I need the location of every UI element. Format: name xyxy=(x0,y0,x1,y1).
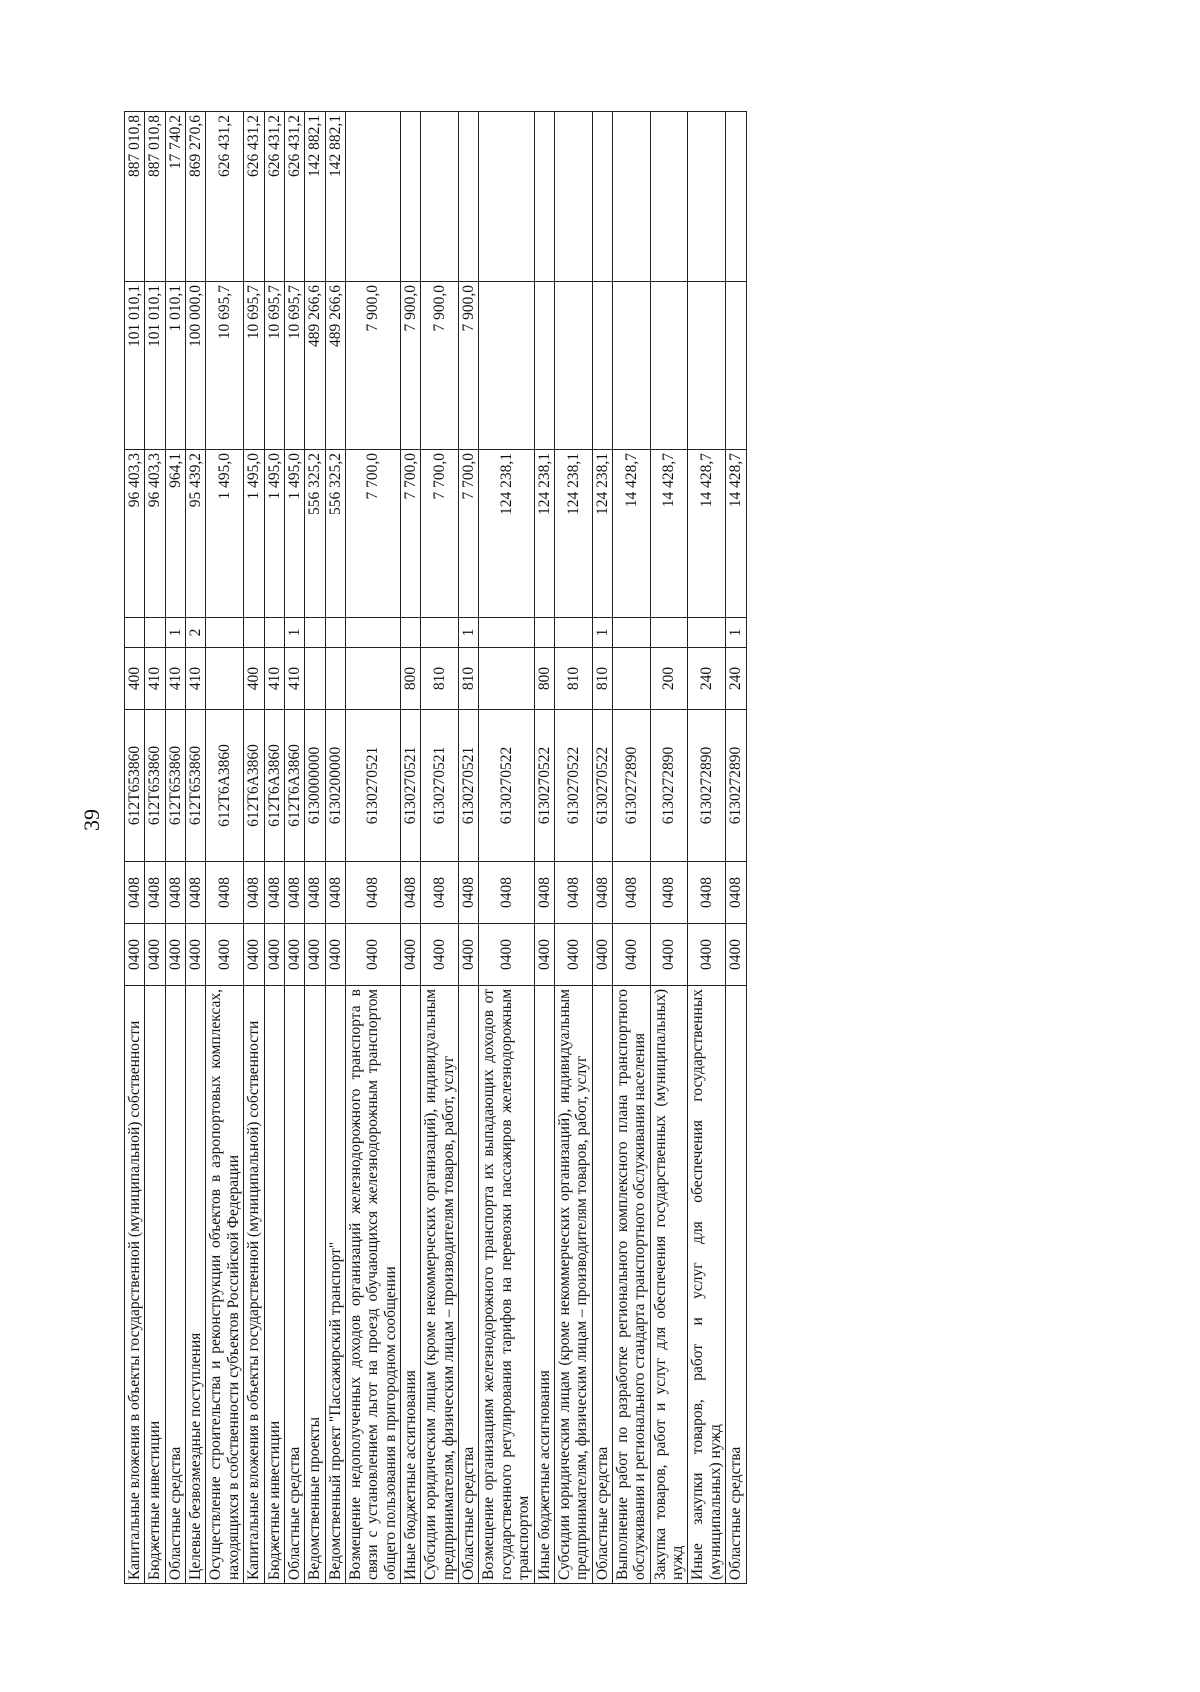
amount-year-1-cell: 7 700,0 xyxy=(401,450,421,618)
subsection-code-cell: 0408 xyxy=(401,862,421,924)
amount-year-1-cell: 1 495,0 xyxy=(264,450,284,618)
expense-type-cell xyxy=(612,648,650,710)
amount-year-1-cell: 95 439,2 xyxy=(186,450,206,618)
expense-type-cell: 800 xyxy=(401,648,421,710)
subsection-code-cell: 0408 xyxy=(479,862,534,924)
funding-mark-cell: 1 xyxy=(284,618,304,648)
target-article-cell: 6130272890 xyxy=(688,710,726,862)
amount-year-3-cell xyxy=(345,112,400,282)
expense-type-cell: 410 xyxy=(264,648,284,710)
expense-name-cell: Целевые безвозмездные поступления xyxy=(186,986,206,1584)
amount-year-2-cell: 489 266,6 xyxy=(325,282,345,450)
expense-type-cell xyxy=(206,648,244,710)
funding-mark-cell xyxy=(479,618,534,648)
amount-year-2-cell xyxy=(534,282,554,450)
subsection-code-cell: 0408 xyxy=(284,862,304,924)
target-article-cell: 612Т653860 xyxy=(125,710,145,862)
target-article-cell: 6130270522 xyxy=(479,710,534,862)
table-row xyxy=(244,112,264,1584)
target-article-cell: 6130270521 xyxy=(401,710,421,862)
target-article-cell: 612Т653860 xyxy=(165,710,185,862)
page-number: 39 xyxy=(79,809,104,831)
amount-year-1-cell: 1 495,0 xyxy=(284,450,304,618)
target-article-cell: 612Т6А3860 xyxy=(206,710,244,862)
expense-name-cell: Закупка товаров, работ и услуг для обеспечения государственных (муниципальных) нужд xyxy=(650,986,688,1584)
subsection-code-cell: 0408 xyxy=(421,862,459,924)
table-row xyxy=(165,112,185,1584)
amount-year-2-cell: 100 000,0 xyxy=(186,282,206,450)
expense-name-cell: Бюджетные инвестиции xyxy=(145,986,165,1584)
expense-name-cell: Областные средства xyxy=(459,986,479,1584)
amount-year-3-cell: 626 431,2 xyxy=(264,112,284,282)
table-row xyxy=(145,112,165,1584)
expense-type-cell: 240 xyxy=(688,648,726,710)
target-article-cell: 612Т6А3860 xyxy=(264,710,284,862)
amount-year-2-cell: 489 266,6 xyxy=(305,282,325,450)
expense-name-cell: Иные бюджетные ассигнования xyxy=(401,986,421,1584)
funding-mark-cell: 1 xyxy=(165,618,185,648)
amount-year-3-cell xyxy=(554,112,592,282)
section-code-cell: 0400 xyxy=(479,924,534,986)
subsection-code-cell: 0408 xyxy=(534,862,554,924)
table-row xyxy=(421,112,459,1584)
subsection-code-cell: 0408 xyxy=(186,862,206,924)
expense-type-cell: 810 xyxy=(592,648,612,710)
subsection-code-cell: 0408 xyxy=(554,862,592,924)
amount-year-2-cell xyxy=(650,282,688,450)
amount-year-1-cell: 1 495,0 xyxy=(244,450,264,618)
subsection-code-cell: 0408 xyxy=(726,862,746,924)
expense-name-cell: Ведомственные проекты xyxy=(305,986,325,1584)
funding-mark-cell xyxy=(145,618,165,648)
target-article-cell: 6130270521 xyxy=(459,710,479,862)
subsection-code-cell: 0408 xyxy=(165,862,185,924)
expense-type-cell: 810 xyxy=(421,648,459,710)
amount-year-3-cell: 142 882,1 xyxy=(325,112,345,282)
amount-year-1-cell: 14 428,7 xyxy=(650,450,688,618)
amount-year-3-cell xyxy=(459,112,479,282)
amount-year-3-cell: 626 431,2 xyxy=(206,112,244,282)
amount-year-1-cell: 124 238,1 xyxy=(592,450,612,618)
target-article-cell: 6130000000 xyxy=(305,710,325,862)
subsection-code-cell: 0408 xyxy=(459,862,479,924)
subsection-code-cell: 0408 xyxy=(145,862,165,924)
target-article-cell: 6130270522 xyxy=(534,710,554,862)
expense-name-cell: Областные средства xyxy=(165,986,185,1584)
amount-year-2-cell xyxy=(479,282,534,450)
subsection-code-cell: 0408 xyxy=(244,862,264,924)
table-body xyxy=(125,112,747,1584)
expense-name-cell: Возмещение недополученных доходов организаций железнодорожного транспорта в связи с установлением льгот на проезд обучающихся железнодорожным транспортом общего пользования в пригородном сообщении xyxy=(345,986,400,1584)
funding-mark-cell xyxy=(264,618,284,648)
amount-year-3-cell: 17 740,2 xyxy=(165,112,185,282)
section-code-cell: 0400 xyxy=(401,924,421,986)
table-row xyxy=(479,112,534,1584)
funding-mark-cell: 1 xyxy=(459,618,479,648)
subsection-code-cell: 0408 xyxy=(264,862,284,924)
section-code-cell: 0400 xyxy=(264,924,284,986)
target-article-cell: 6130270521 xyxy=(421,710,459,862)
amount-year-2-cell xyxy=(554,282,592,450)
amount-year-2-cell: 10 695,7 xyxy=(206,282,244,450)
expense-type-cell: 400 xyxy=(125,648,145,710)
amount-year-2-cell: 10 695,7 xyxy=(284,282,304,450)
funding-mark-cell xyxy=(421,618,459,648)
expense-type-cell: 410 xyxy=(165,648,185,710)
amount-year-1-cell: 1 495,0 xyxy=(206,450,244,618)
expense-name-cell: Ведомственный проект "Пассажирский транспорт" xyxy=(325,986,345,1584)
subsection-code-cell: 0408 xyxy=(592,862,612,924)
subsection-code-cell: 0408 xyxy=(688,862,726,924)
funding-mark-cell xyxy=(612,618,650,648)
funding-mark-cell: 1 xyxy=(592,618,612,648)
table-row xyxy=(305,112,325,1584)
funding-mark-cell xyxy=(688,618,726,648)
target-article-cell: 612Т6А3860 xyxy=(284,710,304,862)
table-row xyxy=(325,112,345,1584)
table-row xyxy=(345,112,400,1584)
table-row xyxy=(612,112,650,1584)
amount-year-3-cell: 142 882,1 xyxy=(305,112,325,282)
expense-type-cell: 240 xyxy=(726,648,746,710)
expense-name-cell: Бюджетные инвестиции xyxy=(264,986,284,1584)
expense-name-cell: Возмещение организациям железнодорожного транспорта их выпадающих доходов от государственного регулирования тарифов на перевозки пассажиров железнодорожным транспортом xyxy=(479,986,534,1584)
amount-year-1-cell: 964,1 xyxy=(165,450,185,618)
funding-mark-cell xyxy=(206,618,244,648)
amount-year-2-cell: 1 010,1 xyxy=(165,282,185,450)
expense-name-cell: Выполнение работ по разработке регионального комплексного плана транспортного обслуживания и регионального стандарта транспортного обслуживания населения xyxy=(612,986,650,1584)
expense-type-cell: 200 xyxy=(650,648,688,710)
subsection-code-cell: 0408 xyxy=(305,862,325,924)
amount-year-3-cell xyxy=(592,112,612,282)
amount-year-2-cell xyxy=(612,282,650,450)
amount-year-3-cell: 887 010,8 xyxy=(125,112,145,282)
subsection-code-cell: 0408 xyxy=(650,862,688,924)
funding-mark-cell xyxy=(305,618,325,648)
funding-mark-cell xyxy=(125,618,145,648)
expense-type-cell: 410 xyxy=(186,648,206,710)
amount-year-3-cell xyxy=(401,112,421,282)
table-row xyxy=(186,112,206,1584)
table-row xyxy=(284,112,304,1584)
section-code-cell: 0400 xyxy=(612,924,650,986)
amount-year-2-cell xyxy=(688,282,726,450)
table-row xyxy=(264,112,284,1584)
expense-type-cell xyxy=(479,648,534,710)
section-code-cell: 0400 xyxy=(726,924,746,986)
expense-type-cell: 410 xyxy=(145,648,165,710)
expense-type-cell: 810 xyxy=(554,648,592,710)
table-row xyxy=(650,112,688,1584)
amount-year-3-cell xyxy=(726,112,746,282)
funding-mark-cell xyxy=(554,618,592,648)
target-article-cell: 6130270522 xyxy=(554,710,592,862)
section-code-cell: 0400 xyxy=(459,924,479,986)
table-row xyxy=(401,112,421,1584)
amount-year-1-cell: 556 325,2 xyxy=(325,450,345,618)
section-code-cell: 0400 xyxy=(554,924,592,986)
amount-year-2-cell: 101 010,1 xyxy=(125,282,145,450)
target-article-cell: 6130200000 xyxy=(325,710,345,862)
amount-year-3-cell xyxy=(534,112,554,282)
amount-year-1-cell: 124 238,1 xyxy=(479,450,534,618)
table-row xyxy=(534,112,554,1584)
amount-year-1-cell: 14 428,7 xyxy=(726,450,746,618)
amount-year-3-cell: 887 010,8 xyxy=(145,112,165,282)
subsection-code-cell: 0408 xyxy=(345,862,400,924)
budget-table-wrapper xyxy=(124,112,1056,1584)
section-code-cell: 0400 xyxy=(145,924,165,986)
table-row xyxy=(592,112,612,1584)
funding-mark-cell xyxy=(325,618,345,648)
expense-name-cell: Субсидии юридическим лицам (кроме некоммерческих организаций), индивидуальным предпринимателям, физическим лицам – производителям товаров, работ, услуг xyxy=(554,986,592,1584)
target-article-cell: 612Т6А3860 xyxy=(244,710,264,862)
table-row xyxy=(688,112,726,1584)
amount-year-2-cell: 7 900,0 xyxy=(421,282,459,450)
amount-year-2-cell: 101 010,1 xyxy=(145,282,165,450)
amount-year-3-cell xyxy=(479,112,534,282)
amount-year-2-cell: 7 900,0 xyxy=(459,282,479,450)
amount-year-1-cell: 96 403,3 xyxy=(125,450,145,618)
section-code-cell: 0400 xyxy=(244,924,264,986)
amount-year-2-cell: 7 900,0 xyxy=(401,282,421,450)
target-article-cell: 6130272890 xyxy=(650,710,688,862)
expense-name-cell: Иные закупки товаров, работ и услуг для обеспечения государственных (муниципальных) нужд xyxy=(688,986,726,1584)
amount-year-2-cell xyxy=(592,282,612,450)
amount-year-1-cell: 7 700,0 xyxy=(421,450,459,618)
section-code-cell: 0400 xyxy=(206,924,244,986)
section-code-cell: 0400 xyxy=(688,924,726,986)
target-article-cell: 612Т653860 xyxy=(145,710,165,862)
target-article-cell: 6130272890 xyxy=(726,710,746,862)
target-article-cell: 6130272890 xyxy=(612,710,650,862)
target-article-cell: 6130270522 xyxy=(592,710,612,862)
amount-year-1-cell: 7 700,0 xyxy=(459,450,479,618)
amount-year-1-cell: 124 238,1 xyxy=(534,450,554,618)
amount-year-3-cell xyxy=(612,112,650,282)
expense-type-cell: 810 xyxy=(459,648,479,710)
budget-table xyxy=(124,111,747,1584)
table-row xyxy=(206,112,244,1584)
amount-year-1-cell: 14 428,7 xyxy=(612,450,650,618)
amount-year-1-cell: 96 403,3 xyxy=(145,450,165,618)
expense-type-cell xyxy=(345,648,400,710)
expense-name-cell: Областные средства xyxy=(726,986,746,1584)
section-code-cell: 0400 xyxy=(325,924,345,986)
section-code-cell: 0400 xyxy=(345,924,400,986)
table-row xyxy=(726,112,746,1584)
table-row xyxy=(554,112,592,1584)
section-code-cell: 0400 xyxy=(592,924,612,986)
target-article-cell: 6130270521 xyxy=(345,710,400,862)
section-code-cell: 0400 xyxy=(284,924,304,986)
amount-year-1-cell: 556 325,2 xyxy=(305,450,325,618)
amount-year-3-cell xyxy=(650,112,688,282)
expense-name-cell: Иные бюджетные ассигнования xyxy=(534,986,554,1584)
expense-name-cell: Капитальные вложения в объекты государственной (муниципальной) собственности xyxy=(244,986,264,1584)
expense-type-cell: 800 xyxy=(534,648,554,710)
section-code-cell: 0400 xyxy=(305,924,325,986)
expense-name-cell: Областные средства xyxy=(284,986,304,1584)
amount-year-1-cell: 124 238,1 xyxy=(554,450,592,618)
table-row xyxy=(125,112,145,1584)
subsection-code-cell: 0408 xyxy=(325,862,345,924)
expense-type-cell xyxy=(325,648,345,710)
amount-year-2-cell xyxy=(726,282,746,450)
amount-year-3-cell: 626 431,2 xyxy=(284,112,304,282)
funding-mark-cell xyxy=(345,618,400,648)
target-article-cell: 612Т653860 xyxy=(186,710,206,862)
funding-mark-cell: 1 xyxy=(726,618,746,648)
funding-mark-cell xyxy=(401,618,421,648)
expense-type-cell: 400 xyxy=(244,648,264,710)
section-code-cell: 0400 xyxy=(186,924,206,986)
amount-year-3-cell xyxy=(421,112,459,282)
funding-mark-cell xyxy=(244,618,264,648)
amount-year-2-cell: 7 900,0 xyxy=(345,282,400,450)
subsection-code-cell: 0408 xyxy=(612,862,650,924)
amount-year-2-cell: 10 695,7 xyxy=(244,282,264,450)
table-row xyxy=(459,112,479,1584)
expense-name-cell: Капитальные вложения в объекты государственной (муниципальной) собственности xyxy=(125,986,145,1584)
amount-year-1-cell: 7 700,0 xyxy=(345,450,400,618)
amount-year-3-cell xyxy=(688,112,726,282)
subsection-code-cell: 0408 xyxy=(206,862,244,924)
funding-mark-cell: 2 xyxy=(186,618,206,648)
amount-year-3-cell: 626 431,2 xyxy=(244,112,264,282)
expense-name-cell: Осуществление строительства и реконструкции объектов в аэропортовых комплексах, находящихся в собственности субъектов Российской Федерации xyxy=(206,986,244,1584)
subsection-code-cell: 0408 xyxy=(125,862,145,924)
section-code-cell: 0400 xyxy=(125,924,145,986)
expense-type-cell xyxy=(305,648,325,710)
section-code-cell: 0400 xyxy=(165,924,185,986)
amount-year-1-cell: 14 428,7 xyxy=(688,450,726,618)
expense-type-cell: 410 xyxy=(284,648,304,710)
expense-name-cell: Субсидии юридическим лицам (кроме некоммерческих организаций), индивидуальным предпринимателям, физическим лицам – производителям товаров, работ, услуг xyxy=(421,986,459,1584)
section-code-cell: 0400 xyxy=(650,924,688,986)
section-code-cell: 0400 xyxy=(534,924,554,986)
amount-year-3-cell: 869 270,6 xyxy=(186,112,206,282)
section-code-cell: 0400 xyxy=(421,924,459,986)
amount-year-2-cell: 10 695,7 xyxy=(264,282,284,450)
funding-mark-cell xyxy=(534,618,554,648)
expense-name-cell: Областные средства xyxy=(592,986,612,1584)
funding-mark-cell xyxy=(650,618,688,648)
